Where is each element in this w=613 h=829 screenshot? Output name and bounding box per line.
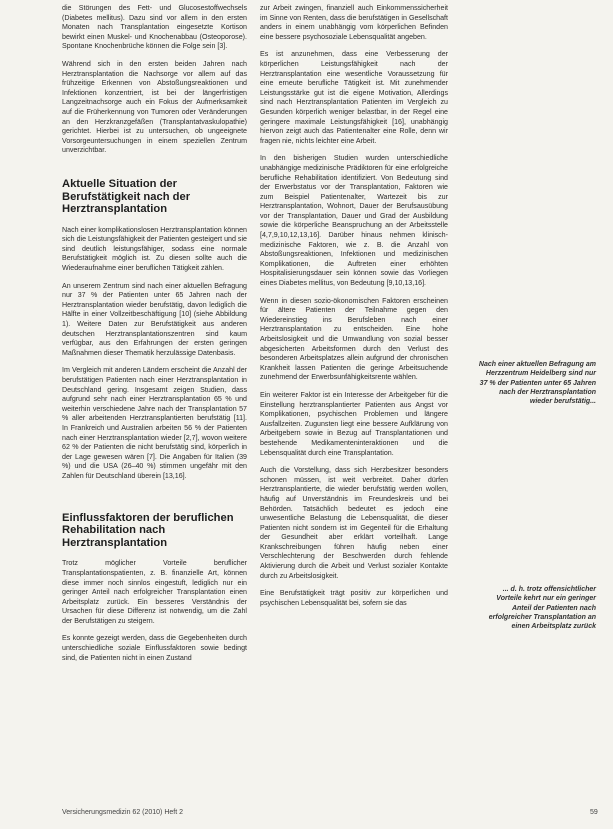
left-column bbox=[62, 4, 247, 671]
body-paragraph: Es konnte gezeigt werden, dass die Gegebenheiten durch unterschiedliche soziale Einflussfaktoren sowie bedingt sind, die Patienten nicht in einen Zustand bbox=[62, 634, 247, 662]
journal-citation: Versicherungsmedizin 62 (2010) Heft 2 bbox=[62, 809, 184, 816]
body-paragraph: zur Arbeit zwingen, finanziell auch Einkommenssicherheit im Sinne von Renten, dass die berufstätigen in Gesellschaft anders in einem unabhängig vom körperlichen Befinden eine bessere psychosoziale Lebensqualität angeben. bbox=[260, 4, 448, 41]
margin-quote: ... d. h. trotz offensichtlicher Vorteile kehrt nur ein geringer Anteil der Patienten nach erfolgreicher Transplantation an einen Arbeitsplatz zurück bbox=[488, 586, 596, 631]
body-paragraph: An unserem Zentrum sind nach einer aktuellen Befragung nur 37 % der Patienten unter 65 Jahren nach der Herztransplantation wieder berufstätig, davon lediglich die Hälfte in einer Vollzeitbeschäftigung [10] (siehe Abbildung 1). Weitere Daten zur Berufstätigkeit aus anderen deutschen Herztransplantationszentren sind kaum verfügbar, aus den Erfahrungen der ersten geringen Maßnahmen dieser Thematik herzulässige Datenbasis. bbox=[62, 281, 247, 357]
section-heading-berufstaetigkeit: Aktuelle Situation der Berufstätigkeit nach der Herztransplantation bbox=[62, 177, 191, 216]
page-number: 59 bbox=[590, 809, 598, 816]
body-paragraph: die Störungen des Fett- und Glucosestoffwechsels (Diabetes mellitus). Dazu sind vor allem in den ersten Monaten nach Transplantation eingesetzte Kortison bewirkt einen Muskel- und Knochenabbau (Osteoporose). Spontane Knochenbrüche können die Folge sein [3]. bbox=[62, 4, 247, 51]
margin-quote: Nach einer aktuellen Befragung am Herzzentrum Heidelberg sind nur 37 % der Patienten unter 65 Jahren nach der Herztransplantation wieder berufstätig... bbox=[478, 361, 596, 406]
body-paragraph: Trotz möglicher Vorteile beruflicher Transplantationspatienten, z. B. finanzielle Art, können diese immer noch sinnlos eingestuft, lediglich nur ein geringer Anteil nach erfolgreicher Transplantation einen Arbeitsplatz zurück. Ein besseres Verständnis der Ursachen für diese Differenz ist notwendig, um die Zahl der Berufstätigen zu steigern. bbox=[62, 559, 247, 625]
body-paragraph: Während sich in den ersten beiden Jahren nach Herztransplantation die Nachsorge vor allem auf das frühzeitige Erkennen von Abstoßungsreaktionen und Infektionen konzentriert, ist bei der längerfristigen Langzeitnachsorge auch ein Fokus der Aufmerksamkeit auf die Früherkennung von Tumoren oder Veränderungen an den Herzkranzgefäßen (Transplantatvaskulopathie) gerichtet. Hierbei ist zu untersuchen, ob ungeeignete Vorsorgeuntersuchungen in einem speziellen Zentrum unverzichtbar. bbox=[62, 59, 247, 155]
section-heading-einflussfaktoren: Einflussfaktoren der beruflichen Rehabilitation nach Herztransplantation bbox=[62, 511, 234, 549]
body-paragraph: Im Vergleich mit anderen Ländern erscheint die Anzahl der berufstätigen Patienten nach einer Herztransplantation in Deutschland gering. Insgesamt zeigen Studien, dass aufgrund sehr nach einer Herztransplantation 65 % und weiterhin verschiedene Jahre nach der Transplantation 57 % aller arbeitenden Herztransplantierten berufstätig [11]. In Frankreich und Australien arbeiten 56 % der Patienten nach einer Herztransplantation wieder [2,7], wovon weitere 62 % der Patienten die nicht berufstätig sind, körperlich in der Lage gewesen wären [7]. Die Angaben für Italien (39 %) und die USA (26–40 %) stimmen ungefähr mit den Zahlen für Deutschland überein [13,16]. bbox=[62, 366, 247, 480]
middle-column bbox=[260, 4, 448, 616]
body-paragraph: Wenn in diesen sozio-ökonomischen Faktoren erscheinen für ältere Patienten der Teilnahme gegen den Wiedereinstieg ins Berufsleben nach einer Herztransplantation zu entscheiden. Eine hohe Arbeitslosigkeit und die Umwandlung von sozial besser abgesicherten Arbeitsformen durch den Verlust des besonderen Arbeitsplatzes allein aufgrund der chronischen Krankheit lassen Patienten die geringe Arbeitsuchende zunehmend der Erwerbsunfähigkeitsrente wählen. bbox=[260, 296, 448, 382]
body-paragraph: Nach einer komplikationslosen Herztransplantation können sich die Leistungsfähigkeit der Patienten gesteigert und sie sind deutlich leistungsfähiger, sodass eine normale Berufstätigkeit möglich ist. Zu diesen sollte auch die Wiederaufnahme einer beruflichen Tätigkeit zählen. bbox=[62, 225, 247, 273]
body-paragraph: Eine Berufstätigkeit trägt positiv zur körperlichen und psychischen Lebensqualität bei, sofern sie das bbox=[260, 589, 448, 607]
body-paragraph: In den bisherigen Studien wurden unterschiedliche unabhängige medizinische Prädiktoren für eine erfolgreiche berufliche Rehabilitation identifiziert. Von Bedeutung sind der Erwerbstatus vor der Transplantation, Faktoren wie zum Beispiel Patientenalter, Wartezeit bis zur Herztransplantation, Wohnort, Dauer der Berufsausübung vor der Transplantation, Dauer und Grad der Ausbildung sowie die körperliche Beanspruchung an der Arbeitsstelle [4,7,9,10,12,13,16]. Darüber hinaus nehmen klinisch-medizinische Faktoren, wie z. B. die Anzahl von Abstoßungsreaktionen, Infektionen und medizinischen Komplikationen, die Auftreten einer erhöhten Hospitalisierungsdauer sein können sowie das Vorliegen eines Diabetes mellitus, von Bedeutung [9,10,13,16]. bbox=[260, 154, 448, 288]
body-paragraph: Es ist anzunehmen, dass eine Verbesserung der körperlichen Leistungsfähigkeit nach der Herztransplantation eine wesentliche Voraussetzung für eine erneute berufliche Tätigkeit ist. Mit zunehmender Leistungsstärke gut ist die eigene Motivation, Allerdings sind nach Herztransplantation Patienten im Vergleich zu Gesunden körperlich weniger belastbar, in der Regel eine geringere maximale Leistungsfähigkeit [16], unabhängig hiervon zeigt auch das Patientenalter eine Rolle, denn wir fragen nie, nichts leichter eine Arbeit. bbox=[260, 50, 448, 145]
body-paragraph: Auch die Vorstellung, dass sich Herzbesitzer besonders schonen müssen, ist weit verbreitet. Daher dürfen Herztransplantierte, die wieder berufstätig werden wollen, häufig auf Unverständnis im Freundeskreis und bei Behörden. Tatsächlich bedeutet es jedoch eine unwesentliche Belastung die Lebensqualität, die dieser Patienten nicht sondern ist im Gegenteil für die Erhaltung der Gesundheit aber erklärt vorteilhaft. Lange Krankschreibungen führen häufig neben einer Verschlechterung der Beschwerden durch fehlende Aktivierung durch die Arbeit und Verlust sozialer Kontakte durch zu Arbeitslosigkeit. bbox=[260, 466, 448, 580]
body-paragraph: Ein weiterer Faktor ist ein Interesse der Arbeitgeber für die Einstellung herztransplantierter Patienten aus Angst vor Komplikationen, psychischen Problemen und längere Ausfallzeiten. Zugunsten liegt eine bessere Aufklärung von Arbeitgebern sowie in Bezug auf Transplantationen und bestehende Medikamenteninteraktionen und die Lebensqualität durch eine Transplantation. bbox=[260, 390, 448, 457]
